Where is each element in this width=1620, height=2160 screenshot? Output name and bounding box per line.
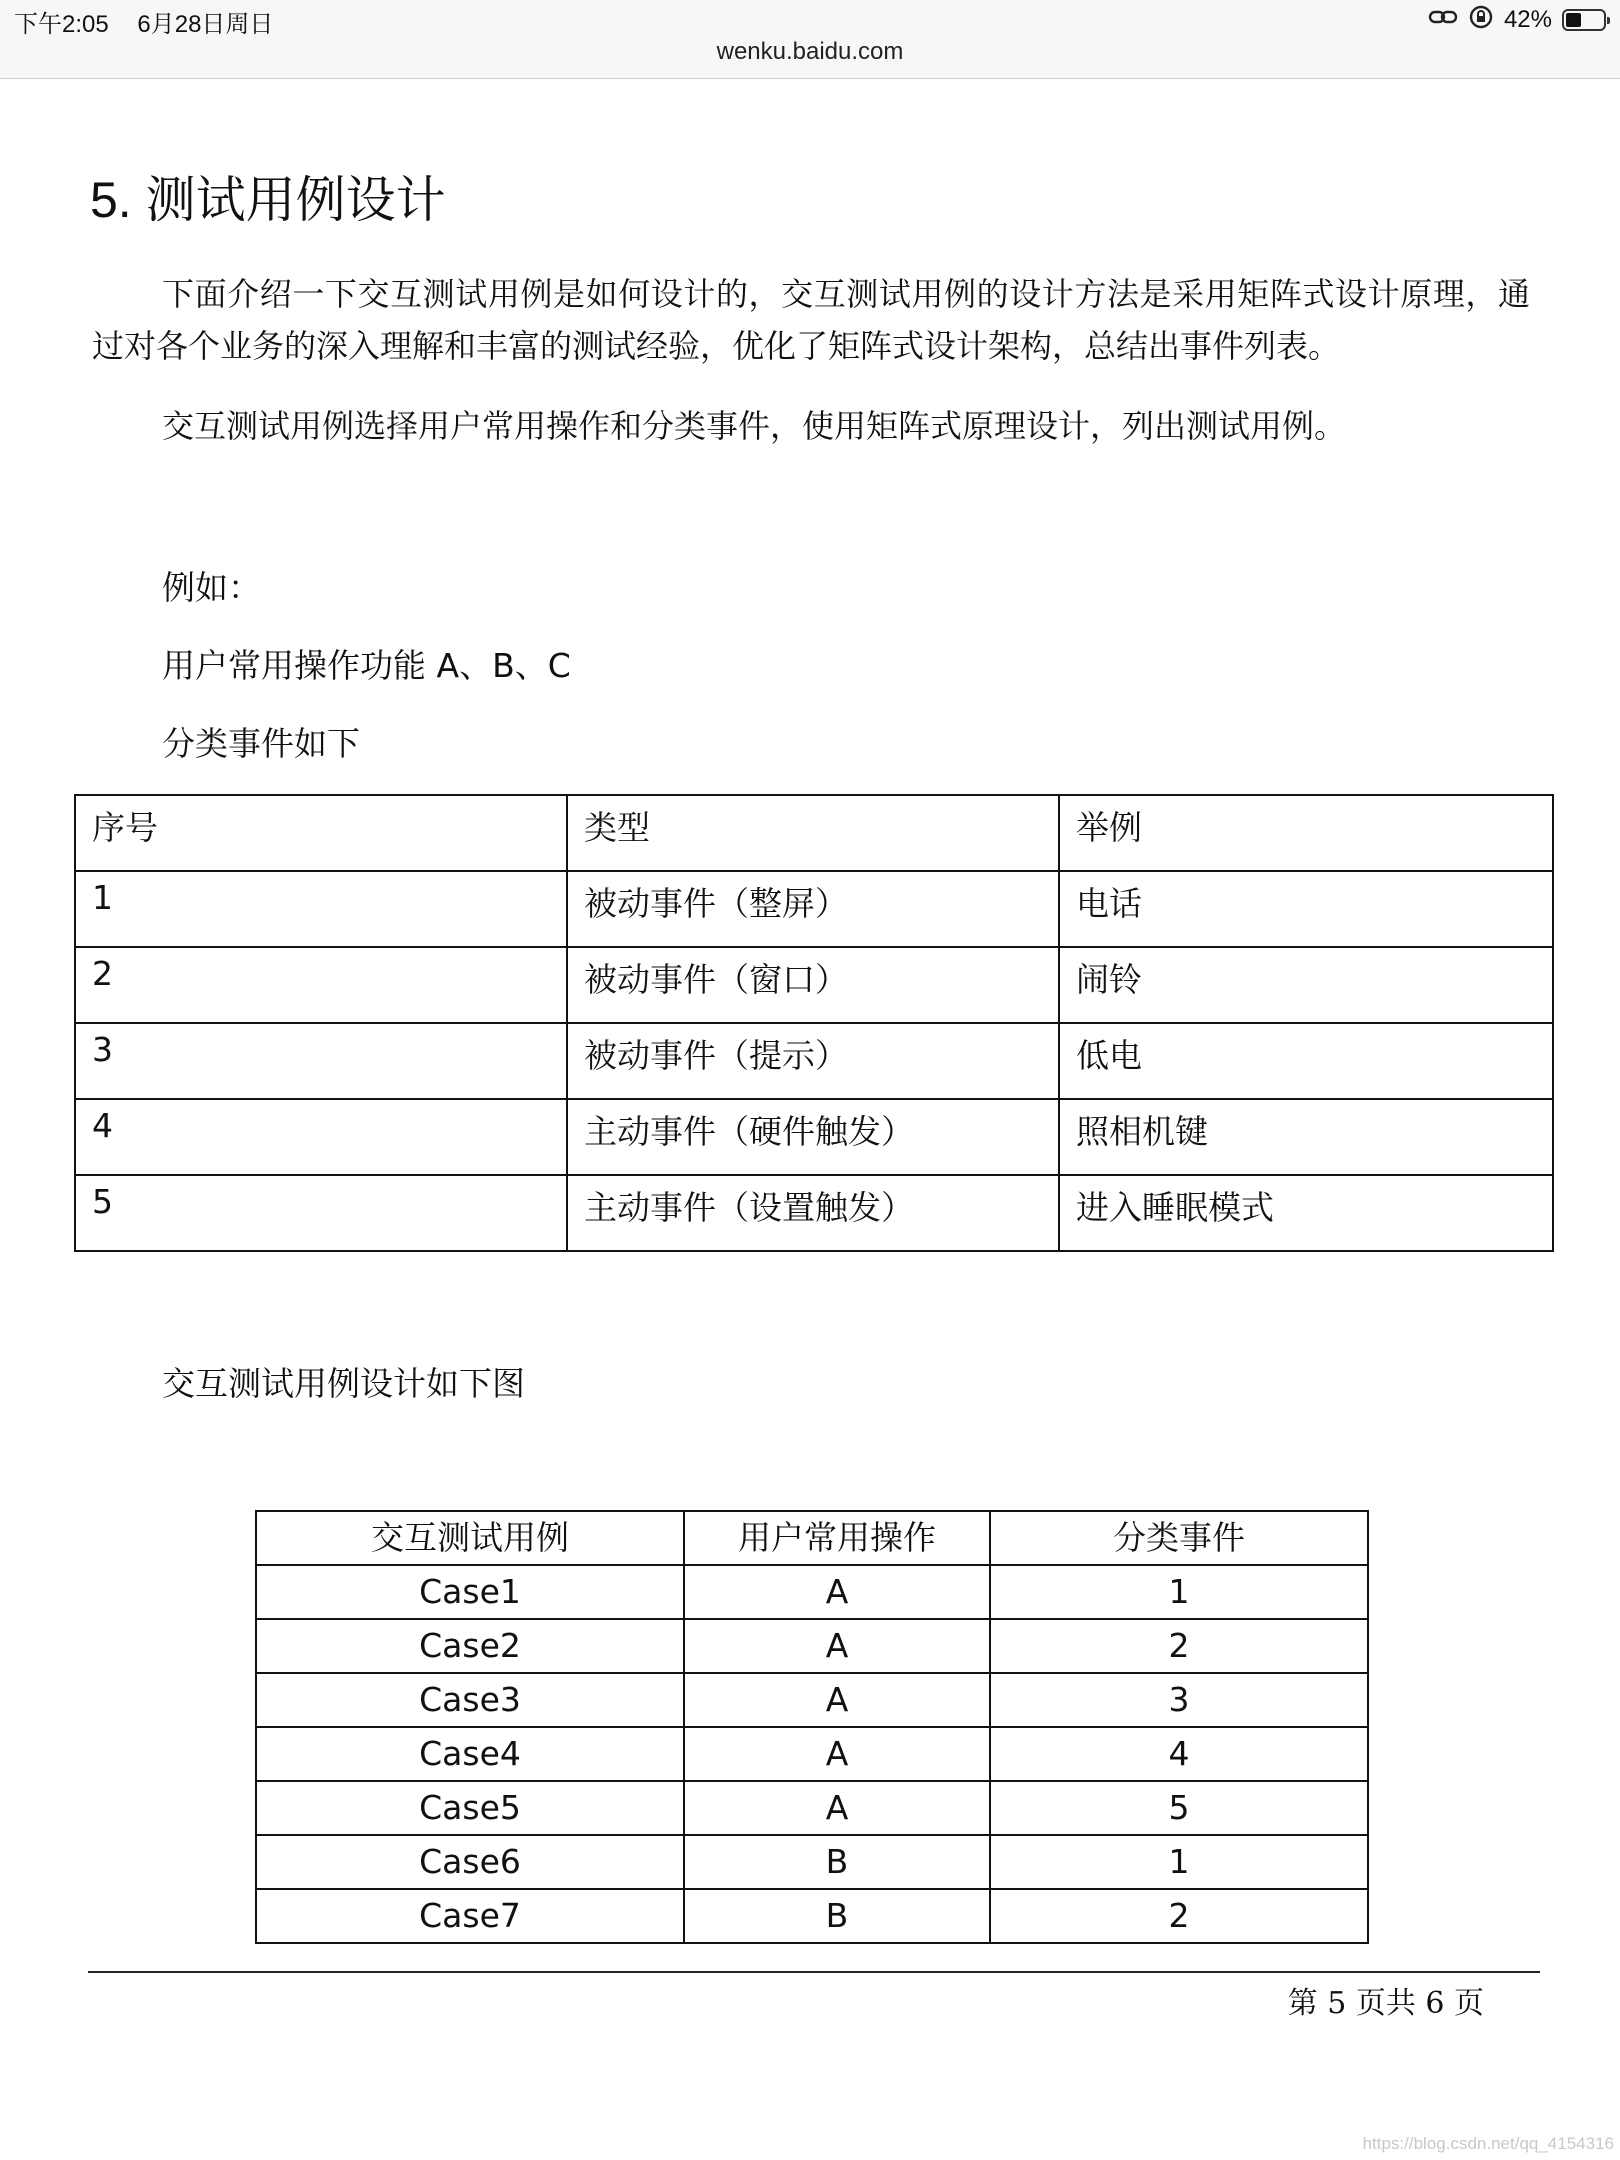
table-row <box>256 1673 1368 1727</box>
table-cell: 低电 <box>1059 1023 1553 1099</box>
table-cell: 3 <box>990 1673 1368 1727</box>
table-cell: 进入睡眠模式 <box>1059 1175 1553 1251</box>
events-table <box>74 794 1554 1252</box>
table-row <box>256 1727 1368 1781</box>
table-cell: A <box>684 1565 990 1619</box>
table-cell: A <box>684 1673 990 1727</box>
link-icon <box>1428 5 1458 36</box>
page-number: 第 5 页共 6 页 <box>1287 1986 1484 2021</box>
example-label: 例如： <box>162 568 261 607</box>
table-row <box>75 947 1553 1023</box>
table-cell: 电话 <box>1059 871 1553 947</box>
table-cell: Case6 <box>256 1835 684 1889</box>
battery-icon <box>1562 9 1606 31</box>
table-cell: 4 <box>990 1727 1368 1781</box>
method-paragraph: 交互测试用例选择用户常用操作和分类事件，使用矩阵式原理设计，列出测试用例。 <box>162 407 1347 445</box>
table-row <box>75 1099 1553 1175</box>
table-cell: Case2 <box>256 1619 684 1673</box>
status-bar-right <box>1428 4 1606 36</box>
address-bar-url[interactable]: wenku.baidu.com <box>716 38 904 65</box>
header-cell: 用户常用操作 <box>684 1511 990 1565</box>
table-cell: 被动事件（提示） <box>567 1023 1059 1099</box>
table-cell: 1 <box>990 1835 1368 1889</box>
table-row <box>75 1023 1553 1099</box>
table-cell: B <box>684 1889 990 1943</box>
table-row <box>256 1889 1368 1943</box>
table-cell: B <box>684 1835 990 1889</box>
table-cell: 主动事件（设置触发） <box>567 1175 1059 1251</box>
table-header-row <box>75 795 1553 871</box>
table-cell: 被动事件（窗口） <box>567 947 1059 1023</box>
table-cell: 4 <box>75 1099 567 1175</box>
battery-level <box>1566 13 1581 27</box>
table-cell: 5 <box>990 1781 1368 1835</box>
table-row <box>256 1835 1368 1889</box>
table-cell: 被动事件（整屏） <box>567 871 1059 947</box>
intro-paragraph: 下面介绍一下交互测试用例是如何设计的，交互测试用例的设计方法是采用矩阵式设计原理，通过对各个业务的深入理解和丰富的测试经验，优化了矩阵式设计架构，总结出事件列表。 <box>92 275 1530 365</box>
table-row <box>256 1565 1368 1619</box>
table-cell: 2 <box>75 947 567 1023</box>
table-cell: 2 <box>990 1889 1368 1943</box>
rotation-lock-icon <box>1468 4 1494 37</box>
table-cell: 3 <box>75 1023 567 1099</box>
table-cell: A <box>684 1619 990 1673</box>
table-row <box>256 1781 1368 1835</box>
watermark: https://blog.csdn.net/qq_4154316 <box>1362 2134 1614 2153</box>
table-cell: 主动事件（硬件触发） <box>567 1099 1059 1175</box>
table-cell: Case1 <box>256 1565 684 1619</box>
table-cell: 5 <box>75 1175 567 1251</box>
table-row <box>75 871 1553 947</box>
table-cell: 照相机键 <box>1059 1099 1553 1175</box>
table-header-row <box>256 1511 1368 1565</box>
cases-table <box>255 1510 1369 1944</box>
table-cell: 1 <box>990 1565 1368 1619</box>
header-cell: 交互测试用例 <box>256 1511 684 1565</box>
cases-heading: 交互测试用例设计如下图 <box>162 1364 525 1403</box>
header-cell: 序号 <box>75 795 567 871</box>
status-bar-left <box>14 4 295 39</box>
operations-line: 用户常用操作功能 A、B、C <box>162 646 571 685</box>
table-cell: 1 <box>75 871 567 947</box>
table-cell: A <box>684 1781 990 1835</box>
browser-top-bar <box>0 0 1620 79</box>
events-heading: 分类事件如下 <box>162 724 360 763</box>
status-date: 6月28日周日 <box>137 11 274 38</box>
table-cell: Case3 <box>256 1673 684 1727</box>
table-cell: Case7 <box>256 1889 684 1943</box>
header-cell: 举例 <box>1059 795 1553 871</box>
table-cell: Case5 <box>256 1781 684 1835</box>
table-cell: A <box>684 1727 990 1781</box>
table-cell: 闹铃 <box>1059 947 1553 1023</box>
table-cell: 2 <box>990 1619 1368 1673</box>
table-cell: Case4 <box>256 1727 684 1781</box>
section-title: 5. 测试用例设计 <box>90 172 446 228</box>
table-row <box>256 1619 1368 1673</box>
status-time: 下午2:05 <box>14 11 109 38</box>
battery-percent: 42% <box>1503 6 1552 33</box>
footer-divider <box>88 1971 1540 1973</box>
table-row <box>75 1175 1553 1251</box>
header-cell: 类型 <box>567 795 1059 871</box>
header-cell: 分类事件 <box>990 1511 1368 1565</box>
